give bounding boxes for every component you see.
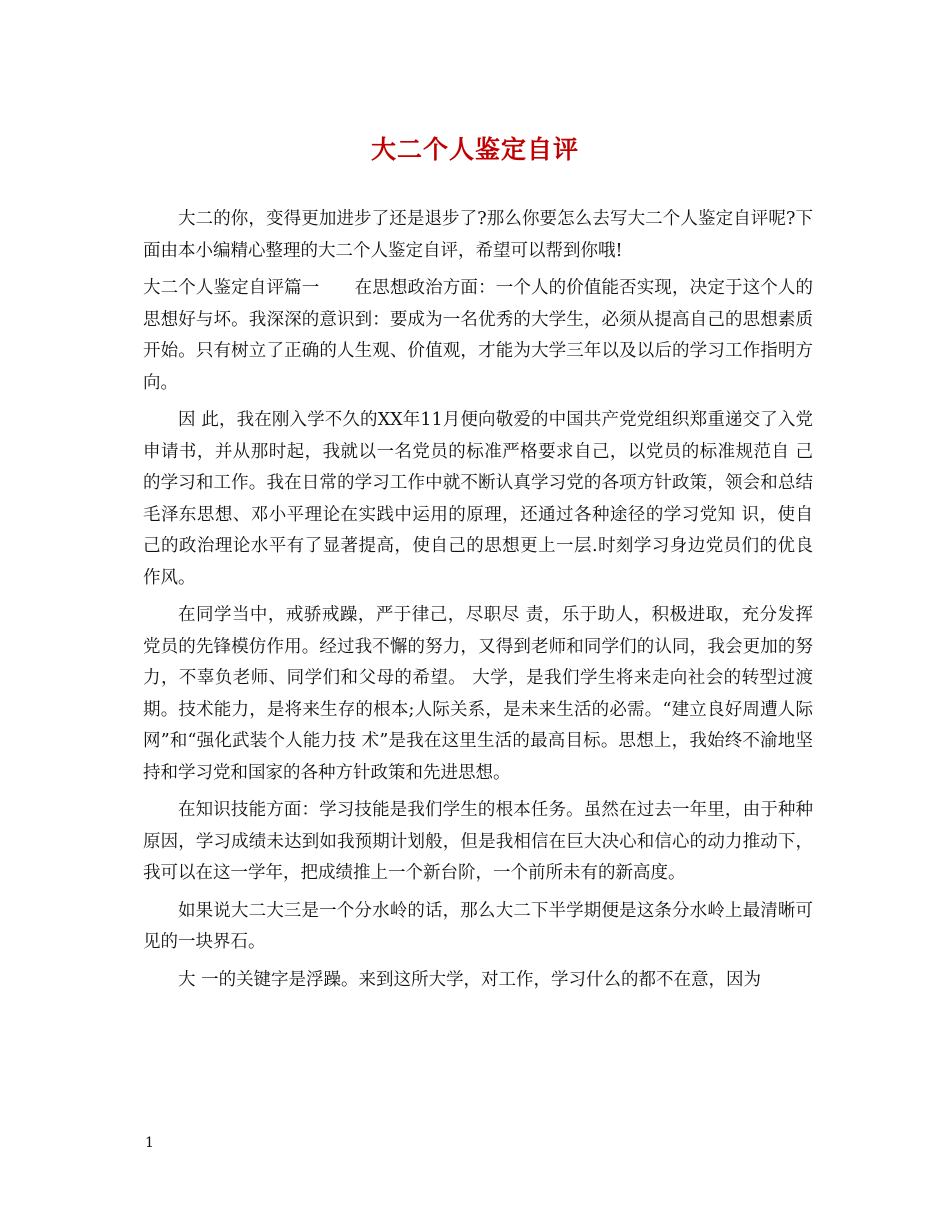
paragraph-classmates: 在同学当中，戒骄戒躁，严于律己，尽职尽 责，乐于助人，积极进取，充分发挥党员的先锋模仿作用。经过我不懈的努力，又得到老师和同学们的认同，我会更加的努力，不辜负老师、同学们和父母的希望。 大学，是我们学生将来走向社会的转型过渡期。技术能力，是将来生存的根本;人际关系，是未来生活的必需。“建立良好周遭人际网”和“强化武装个人能力技 术”是我在这里生活的最高目标。思想上，我始终不渝地坚持和学习党和国家的各种方针政策和先进思想。 — [143, 605, 813, 783]
paragraph-knowledge-skills: 在知识技能方面：学习技能是我们学生的根本任务。虽然在过去一年里，由于种种原因，学习成绩未达到如我预期计划般，但是我相信在巨大决心和信心的动力推动下，我可以在这一学年，把成绩推上一个新台阶，一个前所未有的新高度。 — [143, 800, 813, 883]
paragraph-freshman: 大 一的关键字是浮躁。来到这所大学，对工作，学习什么的都不在意，因为 — [178, 969, 762, 990]
paragraph-party-application: 因 此，我在刚入学不久的XX年11月便向敬爱的中国共产党党组织郑重递交了入党申请书，并从那时起，我就以一名党员的标准严格要求自己，以党员的标准规范自 己的学习和工作。我在日常的学习工作中就不断认真学习党的各项方针政策，领会和总结毛泽东思想、邓小平理论在实践中运用的原理，还通过各种途径的学习党知 识，使自己的政治理论水平有了显著提高，使自己的思想更上一层.时刻学习身边党员们的优良作风。 — [143, 410, 813, 588]
document-body — [143, 204, 813, 1002]
paragraph-watershed: 如果说大二大三是一个分水岭的话，那么大二下半学期便是这条分水岭上最清晰可见的一块界石。 — [143, 900, 813, 952]
paragraph-section-one: 大二个人鉴定自评篇一 在思想政治方面：一个人的价值能否实现，决定于这个人的思想好与坏。我深深的意识到：要成为一名优秀的大学生，必须从提高自己的思想素质开始。只有树立了正确的人生观、价值观，才能为大学三年以及以后的学习工作指明方向。 — [143, 278, 813, 393]
paragraph-intro: 大二的你，变得更加进步了还是退步了?那么你要怎么去写大二个人鉴定自评呢?下面由本小编精心整理的大二个人鉴定自评，希望可以帮到你哦! — [143, 209, 813, 261]
page-number: 1 — [145, 1135, 154, 1151]
document-title: 大二个人鉴定自评 — [370, 135, 579, 164]
